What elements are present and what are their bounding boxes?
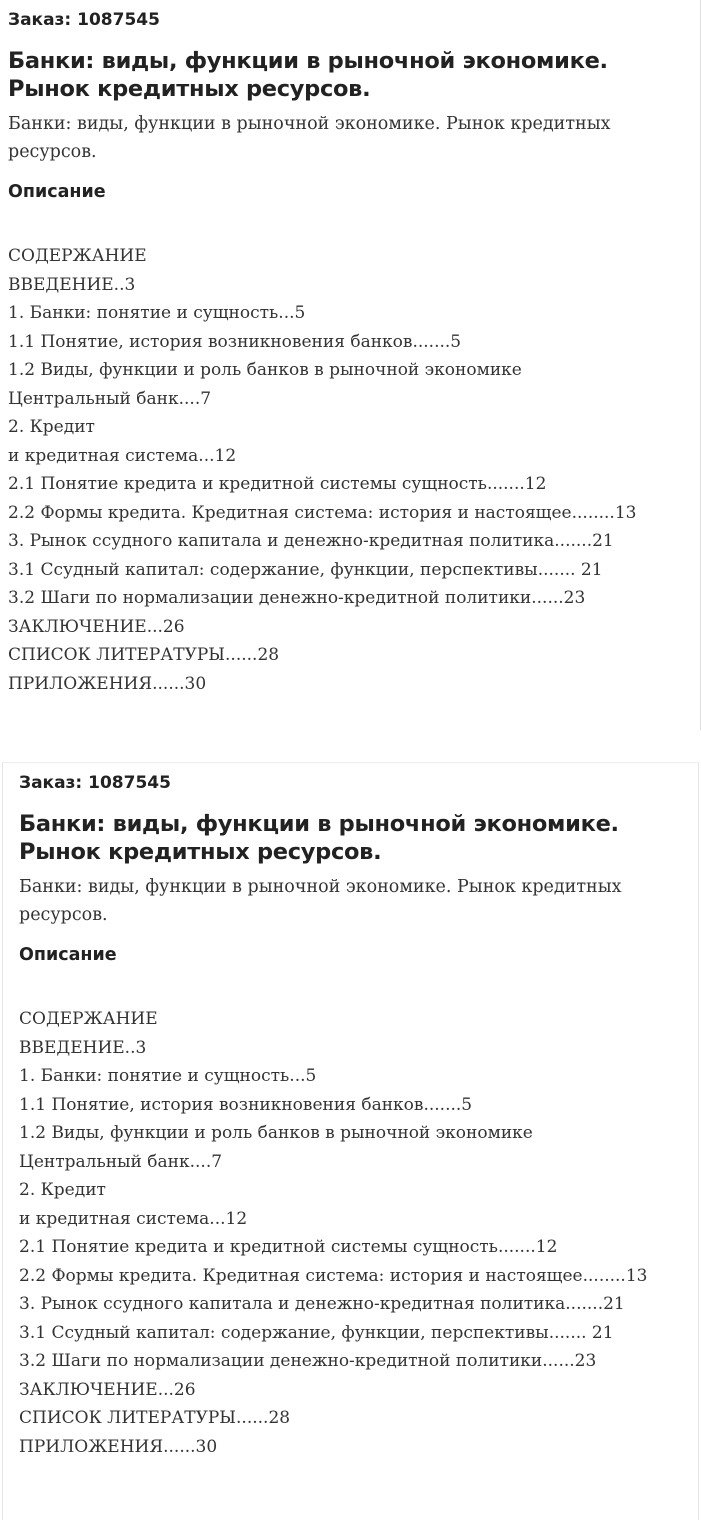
toc-line: 1. Банки: понятие и сущность...5 bbox=[8, 303, 306, 323]
description-heading: Описание bbox=[19, 945, 117, 965]
toc-line: ВВЕДЕНИЕ..3 bbox=[8, 274, 136, 295]
work-title: Банки: виды, функции в рыночной экономике. Рынок кредитных ресурсов. bbox=[8, 48, 608, 102]
toc-line: 2.1 Понятие кредита и кредитной системы сущность.......12 bbox=[19, 1237, 558, 1257]
toc-line: Центральный банк....7 bbox=[8, 388, 212, 409]
toc-line: 1.1 Понятие, история возникновения банков.......5 bbox=[19, 1094, 473, 1115]
order-number: Заказ: 1087545 bbox=[8, 10, 160, 30]
description-heading: Описание bbox=[8, 182, 106, 202]
toc-line: СОДЕРЖАНИЕ bbox=[19, 1009, 158, 1029]
toc-line: 2.2 Формы кредита. Кредитная система: история и настоящее........13 bbox=[19, 1265, 648, 1286]
toc-line: и кредитная система...12 bbox=[8, 445, 237, 466]
table-of-contents bbox=[8, 242, 694, 698]
order-number: Заказ: 1087545 bbox=[19, 773, 171, 793]
work-subtitle: Банки: виды, функции в рыночной экономике. Рынок кредитных ресурсов. bbox=[8, 114, 611, 162]
toc-line: 3. Рынок ссудного капитала и денежно-кредитная политика.......21 bbox=[8, 531, 614, 551]
toc-line: 1.2 Виды, функции и роль банков в рыночной экономике bbox=[8, 360, 522, 380]
toc-line: ВВЕДЕНИЕ..3 bbox=[19, 1037, 147, 1058]
toc-line: ПРИЛОЖЕНИЯ......30 bbox=[19, 1436, 218, 1457]
order-card-1 bbox=[0, 0, 701, 730]
toc-line: Центральный банк....7 bbox=[19, 1151, 223, 1172]
table-of-contents bbox=[19, 1005, 692, 1461]
toc-line: 3.1 Ссудный капитал: содержание, функции, перспективы....... 21 bbox=[19, 1322, 614, 1343]
toc-line: 2. Кредит bbox=[8, 417, 95, 437]
toc-line: 3.2 Шаги по нормализации денежно-кредитной политики......23 bbox=[19, 1351, 597, 1371]
toc-line: 1.1 Понятие, история возникновения банков.......5 bbox=[8, 331, 462, 352]
toc-line: 3.1 Ссудный капитал: содержание, функции, перспективы....... 21 bbox=[8, 559, 603, 580]
toc-line: ЗАКЛЮЧЕНИЕ...26 bbox=[19, 1379, 196, 1400]
toc-line: и кредитная система...12 bbox=[19, 1208, 248, 1229]
toc-line: ПРИЛОЖЕНИЯ......30 bbox=[8, 673, 207, 694]
toc-line: СОДЕРЖАНИЕ bbox=[8, 246, 147, 266]
toc-line: 3.2 Шаги по нормализации денежно-кредитной политики......23 bbox=[8, 588, 586, 608]
toc-line: 1.2 Виды, функции и роль банков в рыночной экономике bbox=[19, 1123, 533, 1143]
work-subtitle: Банки: виды, функции в рыночной экономике. Рынок кредитных ресурсов. bbox=[19, 877, 622, 925]
toc-line: 2. Кредит bbox=[19, 1180, 106, 1200]
order-card-2 bbox=[2, 762, 699, 1520]
work-title: Банки: виды, функции в рыночной экономике. Рынок кредитных ресурсов. bbox=[19, 811, 619, 865]
toc-line: СПИСОК ЛИТЕРАТУРЫ......28 bbox=[8, 645, 280, 665]
toc-line: 3. Рынок ссудного капитала и денежно-кредитная политика.......21 bbox=[19, 1294, 625, 1314]
toc-line: 2.2 Формы кредита. Кредитная система: история и настоящее........13 bbox=[8, 502, 637, 523]
toc-line: 2.1 Понятие кредита и кредитной системы сущность.......12 bbox=[8, 474, 547, 494]
toc-line: ЗАКЛЮЧЕНИЕ...26 bbox=[8, 616, 185, 637]
toc-line: СПИСОК ЛИТЕРАТУРЫ......28 bbox=[19, 1408, 291, 1428]
toc-line: 1. Банки: понятие и сущность...5 bbox=[19, 1066, 317, 1086]
